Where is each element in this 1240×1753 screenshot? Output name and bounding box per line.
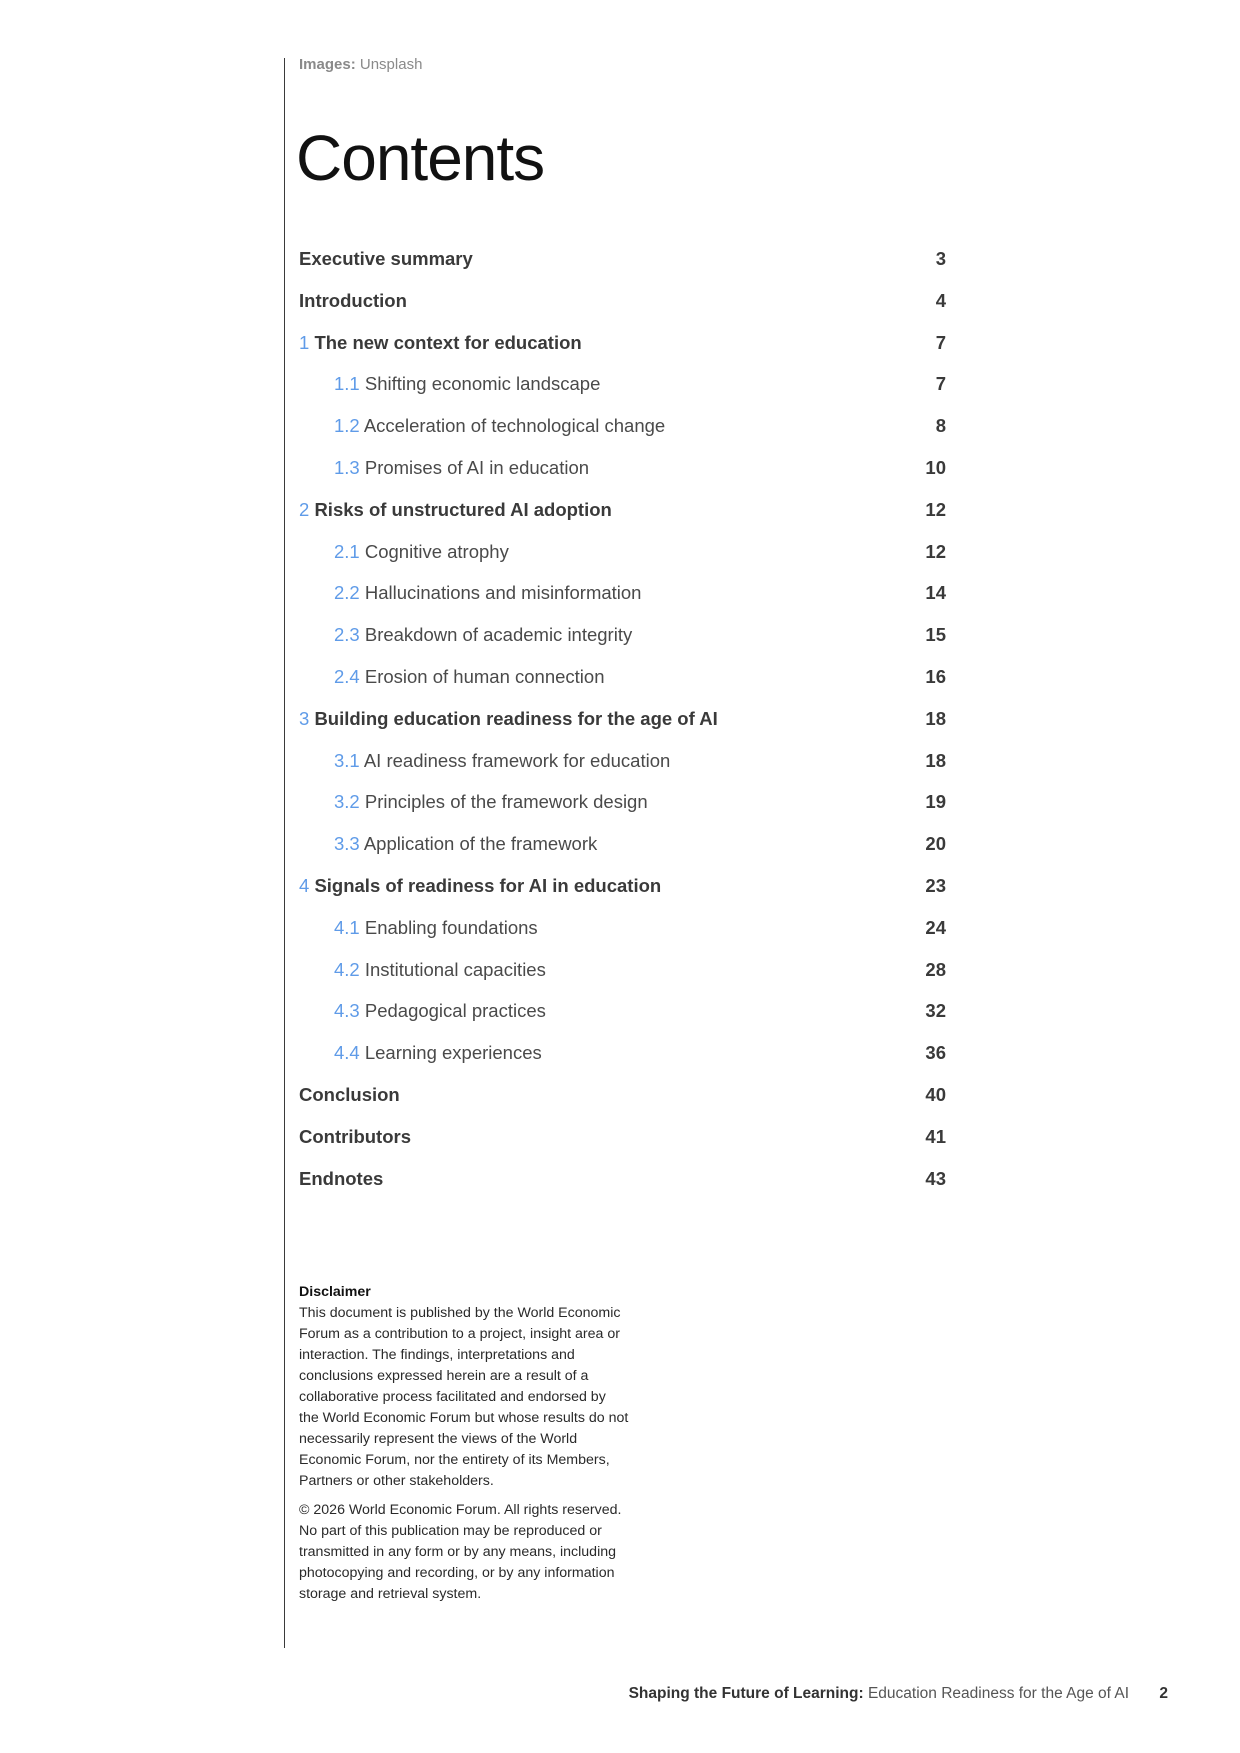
toc-entry-number: 4.1 — [334, 916, 360, 938]
toc-entry-number: 4.3 — [334, 1000, 360, 1022]
toc-entry-page: 4 — [935, 289, 946, 311]
toc-entry-page: 8 — [935, 415, 946, 437]
toc-entry[interactable] — [299, 1076, 946, 1118]
toc-entry-label: Application of the framework — [363, 833, 598, 855]
toc-entry-page: 36 — [925, 1042, 946, 1064]
toc-entry-page: 12 — [925, 540, 946, 562]
toc-entry[interactable] — [299, 1034, 946, 1076]
toc-entry[interactable] — [299, 1160, 946, 1202]
toc-entry[interactable] — [299, 742, 946, 784]
toc-entry-number: 2.1 — [334, 540, 360, 562]
toc-entry-page: 19 — [925, 791, 946, 813]
toc-entry-number: 4.4 — [334, 1042, 360, 1064]
footer-title-bold: Shaping the Future of Learning: — [628, 1685, 864, 1702]
toc-entry[interactable] — [299, 365, 946, 407]
toc-entry[interactable] — [299, 1118, 946, 1160]
toc-entry[interactable] — [299, 407, 946, 449]
toc-entry-label: Risks of unstructured AI adoption — [314, 498, 612, 520]
toc-entry-page: 7 — [935, 331, 946, 353]
toc-entry-label: The new context for education — [314, 331, 582, 353]
toc-entry[interactable] — [299, 616, 946, 658]
toc-entry-page: 43 — [925, 1167, 946, 1189]
toc-entry-page: 18 — [925, 749, 946, 771]
toc-entry[interactable] — [299, 783, 946, 825]
margin-rule — [284, 58, 285, 1648]
toc-entry[interactable] — [299, 700, 946, 742]
toc-entry[interactable] — [299, 491, 946, 533]
toc-entry-number: 3.3 — [334, 833, 360, 855]
table-of-contents — [299, 240, 946, 1201]
toc-entry-label: Breakdown of academic integrity — [364, 624, 633, 646]
toc-entry-label: Executive summary — [299, 248, 473, 269]
toc-entry[interactable] — [299, 867, 946, 909]
toc-entry-label: Hallucinations and misinformation — [364, 582, 642, 604]
toc-entry-page: 15 — [925, 624, 946, 646]
toc-entry-label: Cognitive atrophy — [364, 540, 509, 562]
image-credit — [299, 56, 422, 73]
toc-entry-label: Endnotes — [299, 1167, 384, 1189]
toc-entry[interactable] — [299, 658, 946, 700]
toc-entry[interactable] — [299, 282, 946, 324]
disclaimer-body: This document is published by the World Economic Forum as a contribution to a project, insight area or interaction. The findings, interpretations and conclusions expressed herein are a result of a collaborative process facilitated and endorsed by the World Economic Forum but whose results do not necessarily represent the views of the World Economic Forum, nor the entirety of its Members, Partners or other stakeholders. — [299, 1305, 629, 1489]
toc-entry-label: Principles of the framework design — [364, 791, 648, 813]
toc-entry-number: 2.4 — [334, 665, 360, 687]
toc-entry-label: Contributors — [299, 1125, 412, 1147]
toc-entry[interactable] — [299, 992, 946, 1034]
toc-entry-label: Pedagogical practices — [364, 1000, 546, 1022]
toc-entry-page: 32 — [925, 1000, 946, 1022]
toc-entry-number: 4.2 — [334, 958, 360, 980]
toc-entry-number: 1.3 — [334, 456, 360, 478]
toc-entry-page: 16 — [925, 665, 946, 687]
toc-entry-page: 3 — [935, 248, 946, 269]
toc-entry-page: 23 — [925, 874, 946, 896]
toc-entry-label: Shifting economic landscape — [364, 373, 601, 395]
toc-entry-number: 1 — [299, 331, 310, 353]
toc-entry-page: 7 — [935, 373, 946, 395]
copyright-notice: © 2026 World Economic Forum. All rights reserved. No part of this publication may be reproduced or transmitted in any form or by any means, including photocopying and recording, or by any information storage and retrieval system. — [299, 1502, 622, 1602]
footer-title-rest: Education Readiness for the Age of AI — [863, 1685, 1130, 1702]
toc-entry-label: Introduction — [299, 289, 407, 311]
toc-entry[interactable] — [299, 324, 946, 366]
toc-entry-label: Promises of AI in education — [364, 456, 590, 478]
page-footer — [629, 1685, 1168, 1703]
toc-entry[interactable] — [299, 909, 946, 951]
toc-entry-page: 14 — [925, 582, 946, 604]
toc-entry-label: Conclusion — [299, 1083, 400, 1105]
toc-entry-page: 20 — [925, 833, 946, 855]
toc-entry-number: 3 — [299, 707, 310, 729]
page-title: Contents — [296, 122, 545, 194]
toc-entry[interactable] — [299, 825, 946, 867]
toc-entry-page: 40 — [925, 1083, 946, 1105]
disclaimer-heading: Disclaimer — [299, 1284, 371, 1300]
toc-entry-label: Acceleration of technological change — [363, 415, 666, 437]
image-credit-label: Images: — [299, 56, 356, 73]
toc-entry-page: 24 — [925, 916, 946, 938]
image-credit-value: Unsplash — [359, 56, 423, 73]
toc-entry-label: Erosion of human connection — [364, 665, 605, 687]
toc-entry-number: 2.2 — [334, 582, 360, 604]
toc-entry-number: 2 — [299, 498, 310, 520]
toc-entry[interactable] — [299, 449, 946, 491]
page-number: 2 — [1159, 1685, 1168, 1702]
toc-entry-page: 41 — [925, 1125, 946, 1147]
toc-entry-number: 3.2 — [334, 791, 360, 813]
toc-entry-page: 18 — [925, 707, 946, 729]
toc-entry-number: 4 — [299, 874, 310, 896]
toc-entry[interactable] — [299, 951, 946, 993]
toc-entry-page: 12 — [925, 498, 946, 520]
toc-entry-label: Signals of readiness for AI in education — [314, 874, 662, 896]
toc-entry-number: 1.1 — [334, 373, 360, 395]
toc-entry[interactable] — [299, 533, 946, 575]
toc-entry[interactable] — [299, 574, 946, 616]
toc-entry-label: AI readiness framework for education — [363, 749, 671, 771]
toc-entry-number: 3.1 — [334, 749, 360, 771]
toc-entry-page: 10 — [925, 456, 946, 478]
toc-entry-label: Institutional capacities — [364, 958, 546, 980]
toc-entry[interactable] — [299, 240, 946, 282]
toc-entry-number: 1.2 — [334, 415, 360, 437]
toc-entry-label: Enabling foundations — [364, 916, 538, 938]
toc-entry-label: Learning experiences — [364, 1042, 542, 1064]
disclaimer — [299, 1282, 629, 1613]
toc-entry-label: Building education readiness for the age of AI — [314, 707, 718, 729]
toc-entry-page: 28 — [925, 958, 946, 980]
toc-entry-number: 2.3 — [334, 624, 360, 646]
